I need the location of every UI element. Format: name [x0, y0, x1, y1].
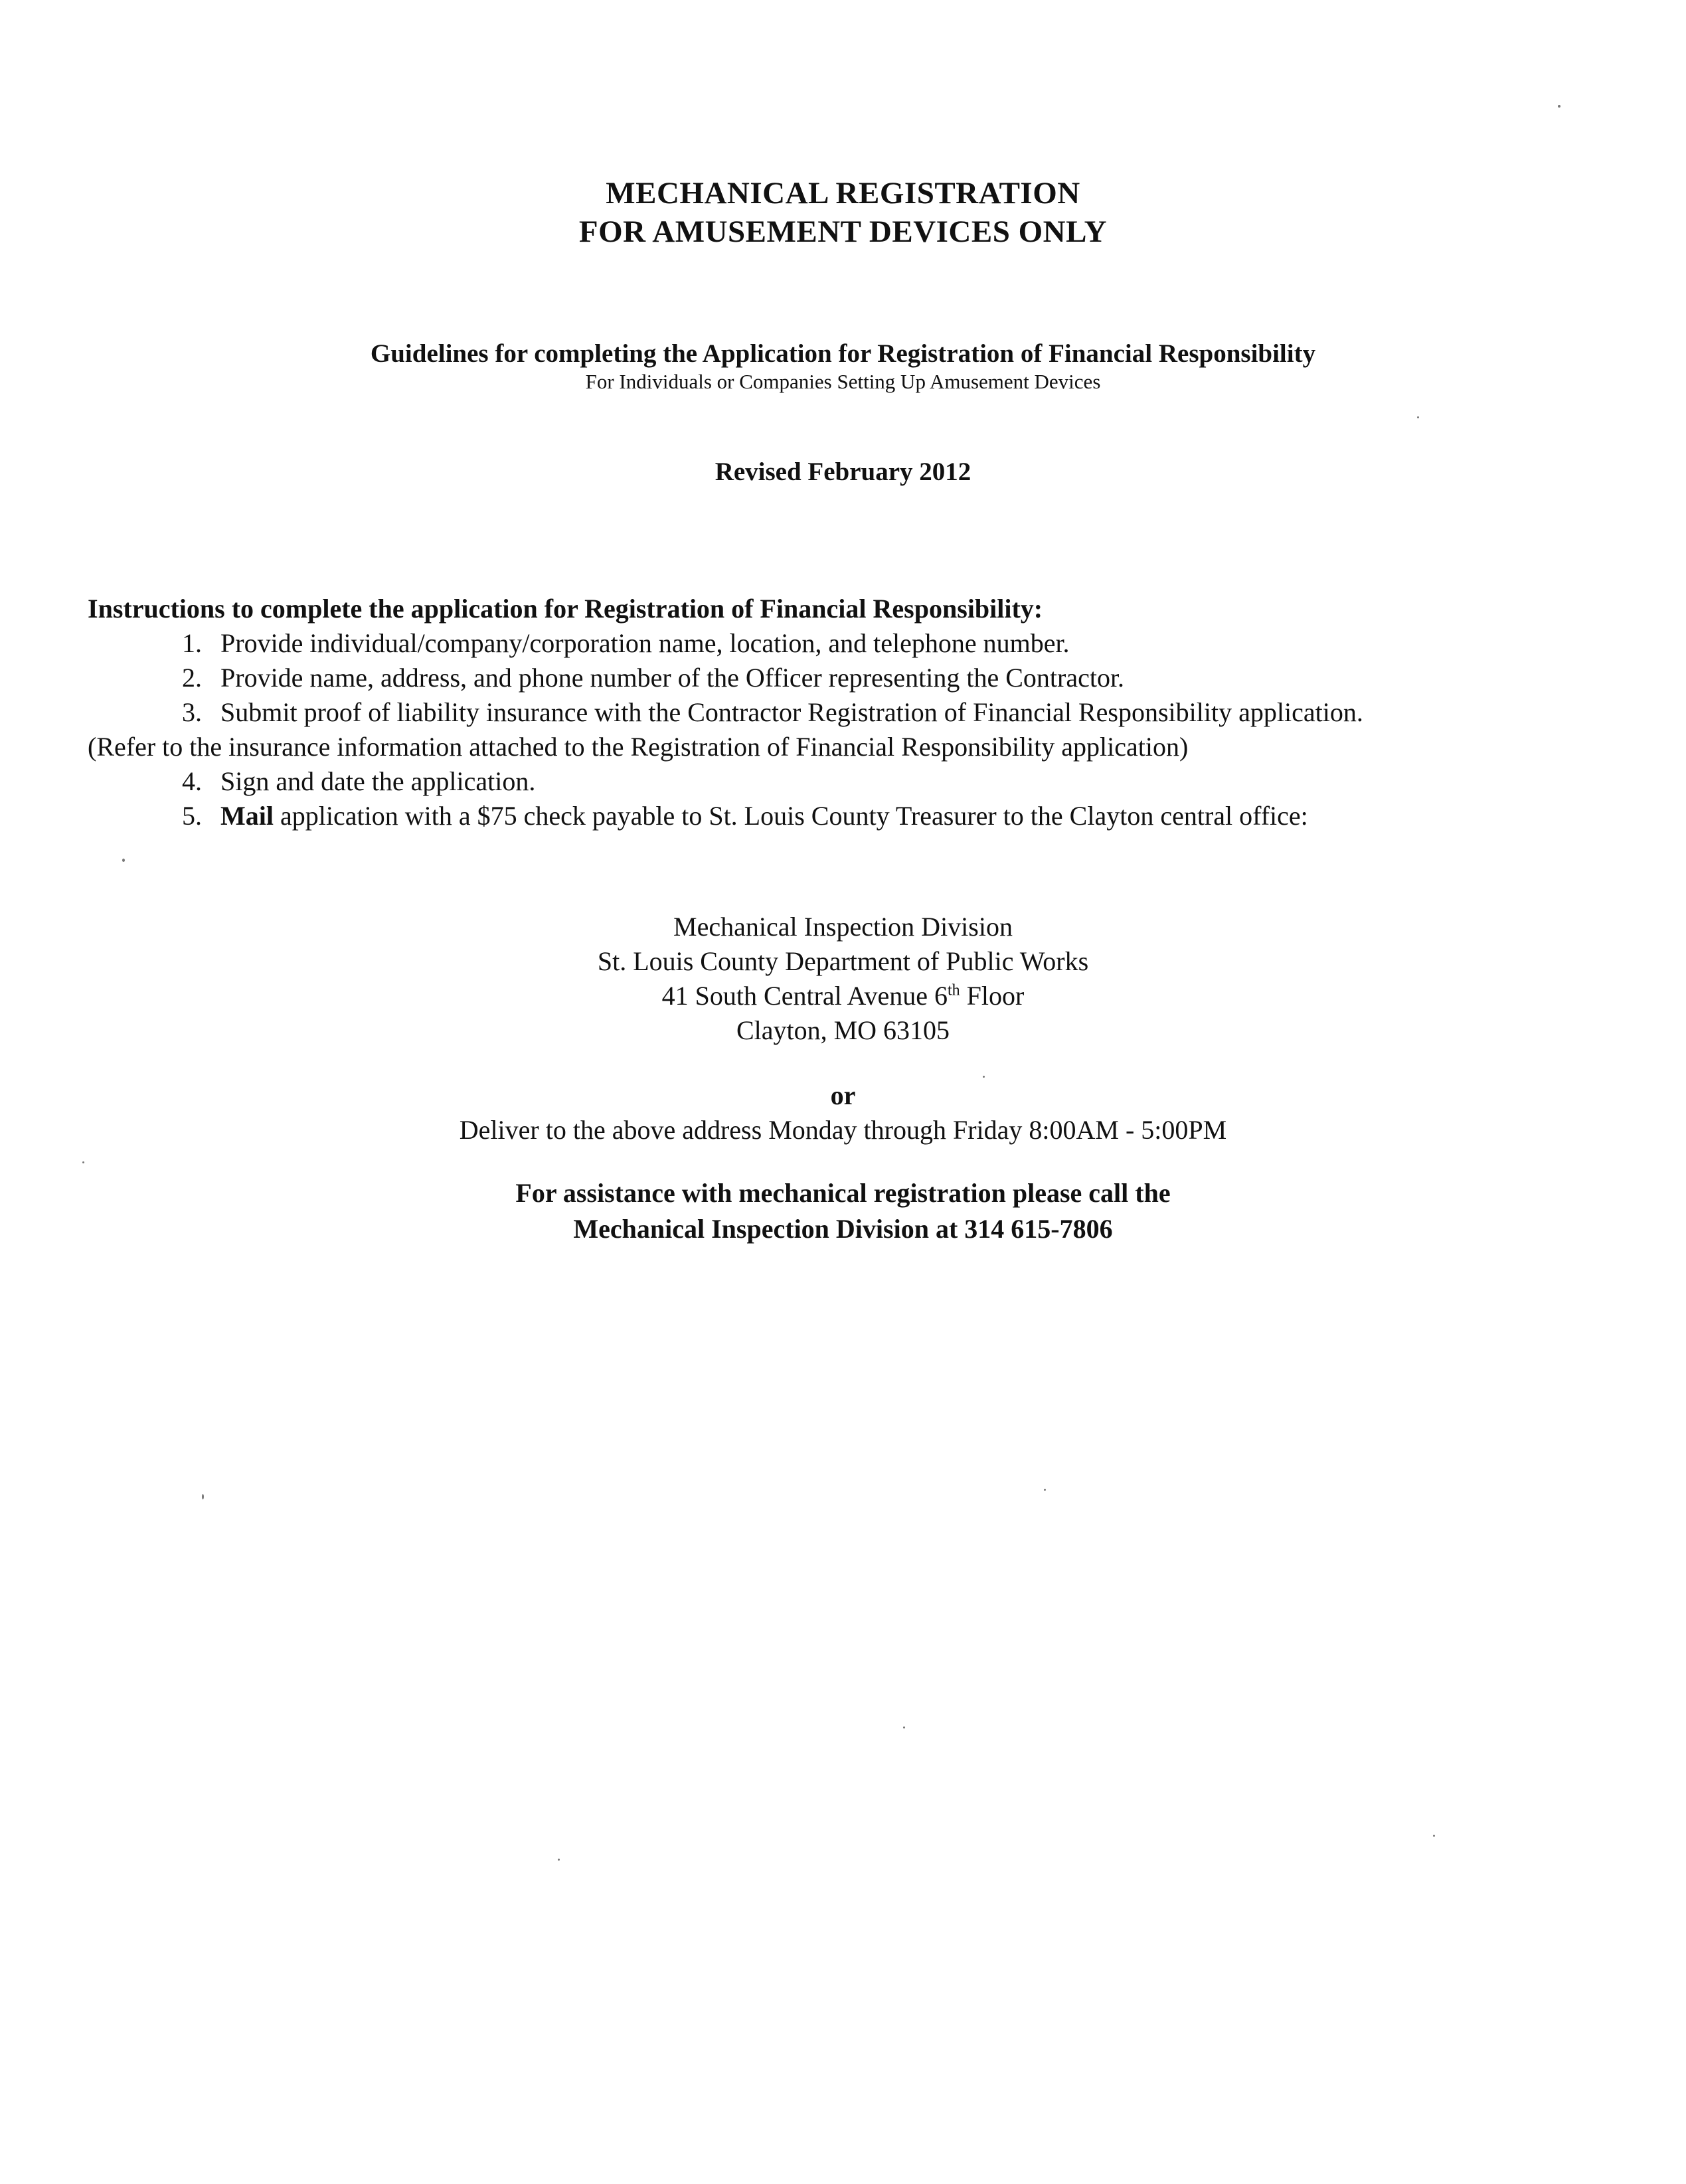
scan-speck [82, 1161, 84, 1163]
scan-speck [1558, 105, 1560, 108]
instruction-step-3 [88, 695, 1655, 730]
instruction-step-4 [88, 764, 1655, 799]
guidelines-subheading: For Individuals or Companies Setting Up Amusement Devices [585, 370, 1101, 393]
scan-speck [558, 1859, 560, 1861]
step-number: 2. [182, 663, 202, 693]
guidelines-block [0, 339, 1686, 394]
mailing-address [0, 910, 1686, 1048]
step-bold-prefix: Mail [220, 801, 274, 831]
or-separator: or [830, 1080, 856, 1110]
instructions-list [88, 626, 1655, 833]
assistance-line-1: For assistance with mechanical registration please call the [515, 1178, 1171, 1208]
scan-speck [122, 859, 125, 862]
scan-speck [983, 1076, 985, 1078]
step-number: 4. [182, 766, 202, 796]
step-text: application with a $75 check payable to St. Louis County Treasurer to the Clayton central office: [273, 801, 1308, 831]
instruction-step-5 [88, 799, 1655, 833]
step-number: 5. [182, 801, 202, 831]
step-text: Submit proof of liability insurance with the Contractor Registration of Financial Responsibility application. [220, 697, 1363, 727]
document-title [0, 174, 1686, 251]
step-number: 3. [182, 697, 202, 727]
address-line-4: Clayton, MO 63105 [736, 1015, 950, 1045]
address-line-2: St. Louis County Department of Public Works [597, 946, 1089, 976]
assistance-line-2: Mechanical Inspection Division at 314 615-7806 [573, 1214, 1113, 1244]
delivery-hours: Deliver to the above address Monday through Friday 8:00AM - 5:00PM [459, 1115, 1227, 1145]
step-text: Provide individual/company/corporation name, location, and telephone number. [220, 628, 1070, 658]
instructions-section [88, 592, 1655, 833]
instruction-step-1 [88, 626, 1655, 661]
scan-speck [1044, 1489, 1046, 1491]
insurance-note: (Refer to the insurance information attached to the Registration of Financial Responsibility application) [88, 732, 1189, 762]
revised-date: Revised February 2012 [715, 458, 971, 486]
instructions-heading: Instructions to complete the application for Registration of Financial Responsibility: [88, 594, 1043, 624]
scan-speck [202, 1494, 204, 1499]
scan-speck [903, 1726, 905, 1728]
address-line-3: 41 South Central Avenue 6th Floor [661, 981, 1025, 1011]
guidelines-heading: Guidelines for completing the Application for Registration of Financial Responsibility [370, 339, 1316, 368]
step-text: Provide name, address, and phone number of the Officer representing the Contractor. [220, 663, 1125, 693]
instruction-step-2 [88, 661, 1655, 695]
address-line-1: Mechanical Inspection Division [673, 912, 1013, 942]
assistance-block [0, 1175, 1686, 1247]
scan-speck [1433, 1835, 1435, 1837]
step-number: 1. [182, 628, 202, 658]
scan-speck [1417, 416, 1419, 418]
step-text: Sign and date the application. [220, 766, 536, 796]
title-line-1: MECHANICAL REGISTRATION [606, 176, 1080, 210]
title-line-2: FOR AMUSEMENT DEVICES ONLY [578, 214, 1108, 249]
